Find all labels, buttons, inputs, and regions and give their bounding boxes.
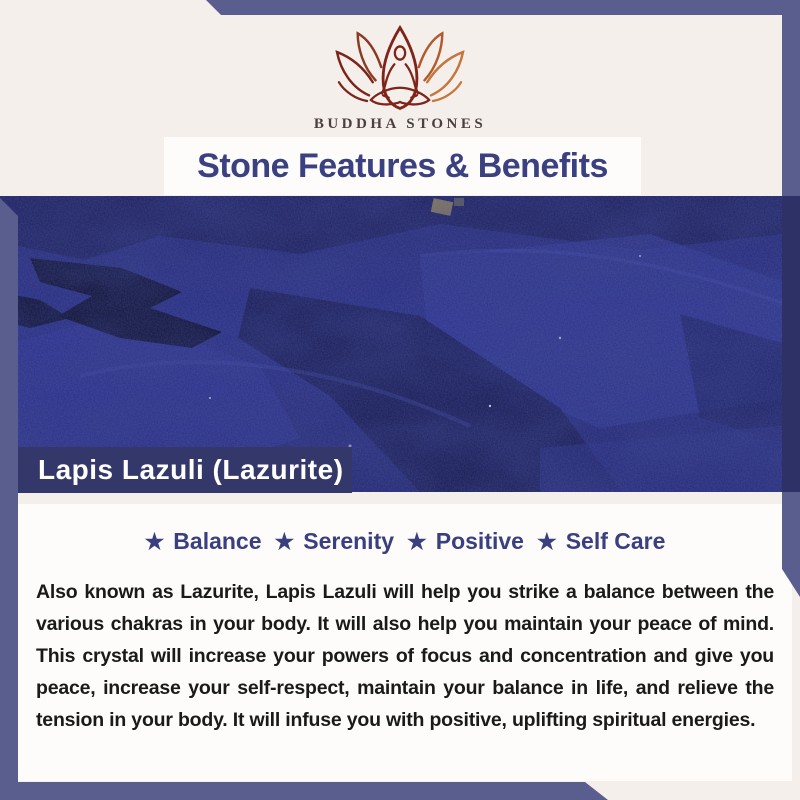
frame-strip-right-photo-edge	[782, 196, 800, 492]
feature-item	[407, 528, 524, 555]
feature-label: Self Care	[565, 528, 666, 554]
star-icon: ★	[536, 528, 557, 554]
feature-label: Balance	[173, 528, 262, 554]
star-icon: ★	[144, 528, 165, 554]
frame-strip-right-upper	[782, 0, 800, 196]
stone-name-badge	[0, 447, 352, 493]
feature-item	[537, 528, 665, 555]
frame-strip-top	[206, 0, 800, 15]
feature-list	[18, 528, 792, 555]
content-panel	[18, 504, 792, 781]
description-text: Also known as Lazurite, Lapis Lazuli will help you strike a balance between the various chakras in your body. It will also help you maintain your peace of mind. This crystal will increase your powers of focus and concentration and give you peace, increase your self-respect, maintain your balance in life, and relieve the tension in your body. It will infuse you with positive, uplifting spiritual energies.	[36, 581, 774, 731]
feature-label: Positive	[435, 528, 524, 554]
feature-item	[275, 528, 395, 555]
frame-strip-left	[0, 198, 18, 800]
lotus-meditation-icon	[325, 22, 475, 116]
feature-label: Serenity	[303, 528, 395, 554]
title-band	[164, 137, 641, 195]
page-title: Stone Features & Benefits	[197, 146, 608, 185]
star-icon: ★	[274, 528, 295, 554]
frame-strip-bottom	[0, 782, 608, 800]
star-icon: ★	[407, 528, 427, 554]
stone-name-label: Lapis Lazuli (Lazurite)	[38, 454, 344, 485]
feature-item	[145, 528, 262, 555]
brand-name: BUDDHA STONES	[313, 116, 487, 132]
